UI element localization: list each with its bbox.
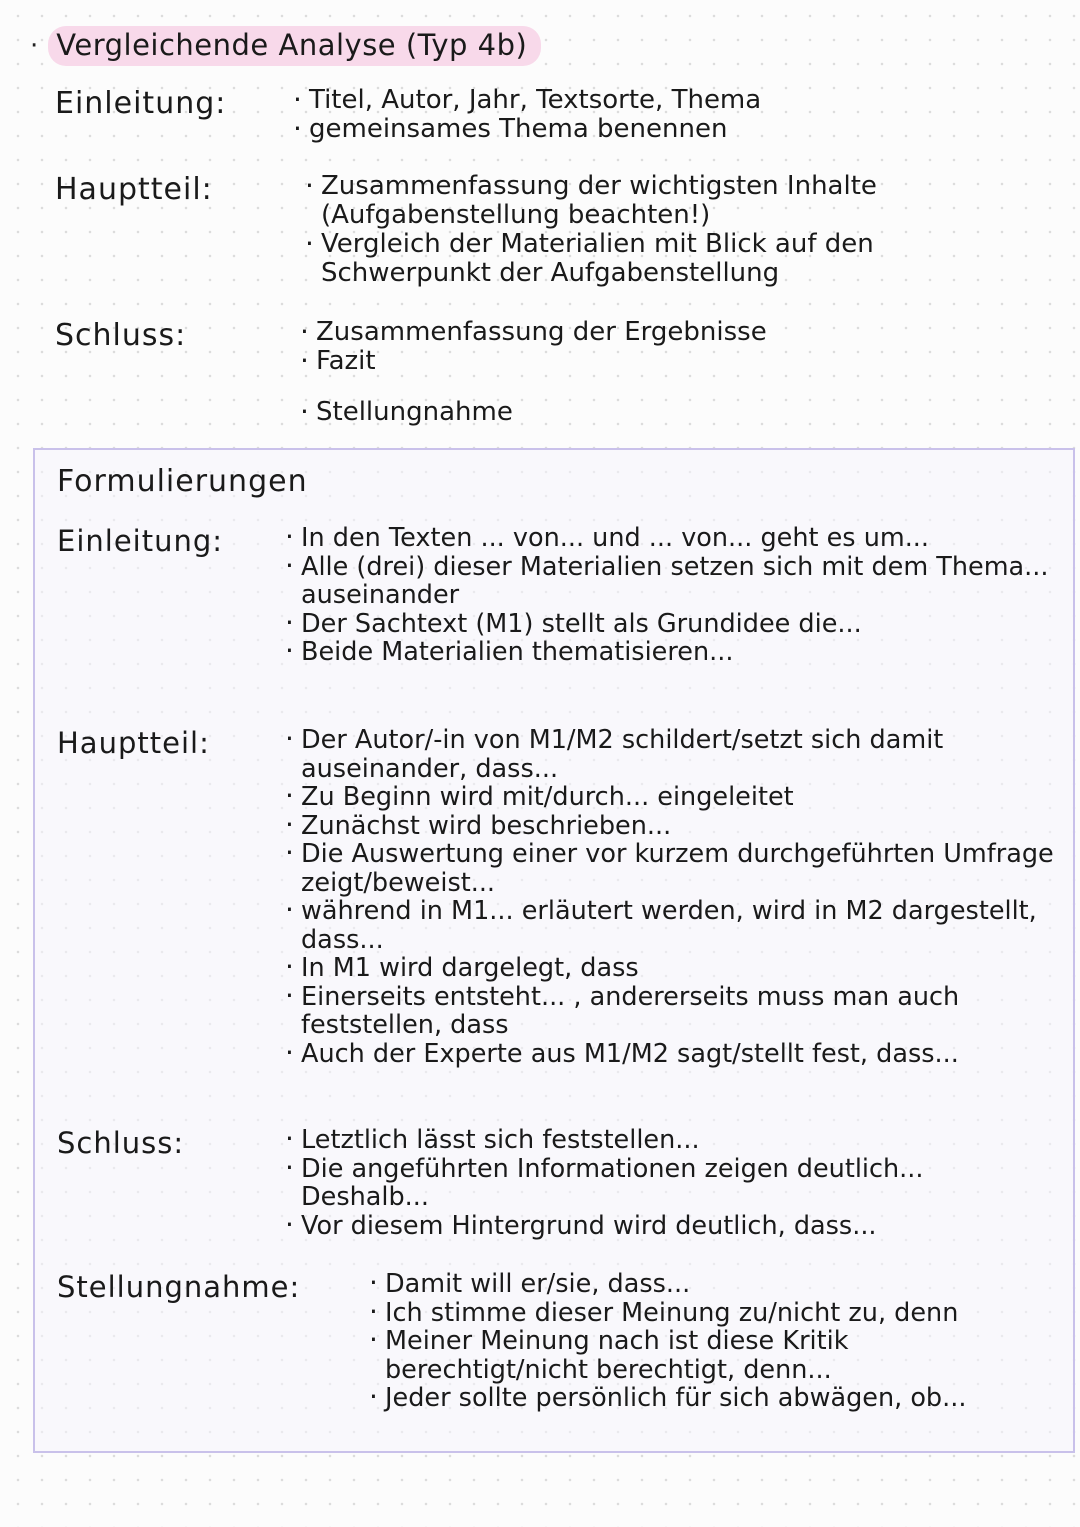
- formulierungen-hauptteil: [57, 726, 1065, 1068]
- formulierungen-stellungnahme: [57, 1270, 1065, 1413]
- list-item: · Der Autor/-in von M1/M2 schildert/setzt sich damit auseinander, dass...: [285, 726, 1055, 783]
- item-list: [305, 172, 1025, 288]
- list-item: · Die Auswertung einer vor kurzem durchgeführten Umfrage zeigt/beweist...: [285, 840, 1055, 897]
- list-item: · Zusammenfassung der wichtigsten Inhalte (Aufgabenstellung beachten!): [305, 172, 1025, 230]
- list-item: · Zunächst wird beschrieben...: [285, 812, 1055, 841]
- list-item: · Stellungnahme: [300, 398, 767, 427]
- list-item: · Vor diesem Hintergrund wird deutlich, dass...: [285, 1212, 1055, 1241]
- item-list: [285, 1126, 1055, 1240]
- box-title: Formulierungen: [57, 464, 308, 499]
- list-item: · Auch der Experte aus M1/M2 sagt/stellt fest, dass...: [285, 1040, 1055, 1069]
- structure-hauptteil: [55, 172, 1050, 288]
- list-item: · Letztlich lässt sich feststellen...: [285, 1126, 1055, 1155]
- title-row: [30, 26, 541, 66]
- item-list: [285, 726, 1055, 1068]
- list-item: · Titel, Autor, Jahr, Textsorte, Thema: [293, 86, 761, 115]
- section-label: Hauptteil:: [55, 172, 213, 207]
- list-item: · In M1 wird dargelegt, dass: [285, 954, 1055, 983]
- list-item: · In den Texten ... von... und ... von... geht es um...: [285, 524, 1055, 553]
- structure-einleitung: [55, 86, 1050, 144]
- item-list: [300, 318, 767, 427]
- list-item: · Jeder sollte persönlich für sich abwägen, ob...: [369, 1384, 1059, 1413]
- section-label: Schluss:: [57, 1126, 185, 1160]
- list-item: · Der Sachtext (M1) stellt als Grundidee die...: [285, 610, 1055, 639]
- formulierungen-box: [33, 448, 1075, 1453]
- list-item: · Alle (drei) dieser Materialien setzen sich mit dem Thema... auseinander: [285, 553, 1055, 610]
- list-item: · Ich stimme dieser Meinung zu/nicht zu, denn: [369, 1299, 1059, 1328]
- list-item: · Zusammenfassung der Ergebnisse: [300, 318, 767, 347]
- structure-schluss: [55, 318, 1050, 427]
- section-label: Einleitung:: [55, 86, 227, 121]
- list-item: · während in M1... erläutert werden, wird in M2 dargestellt, dass...: [285, 897, 1055, 954]
- section-label: Schluss:: [55, 318, 187, 353]
- formulierungen-schluss: [57, 1126, 1065, 1240]
- item-list: [293, 86, 761, 144]
- section-label: Hauptteil:: [57, 726, 210, 760]
- list-item: · Damit will er/sie, dass...: [369, 1270, 1059, 1299]
- section-label: Einleitung:: [57, 524, 224, 558]
- item-list: [285, 524, 1055, 667]
- list-item: · gemeinsames Thema benennen: [293, 115, 761, 144]
- list-item: · Die angeführten Informationen zeigen deutlich... Deshalb...: [285, 1155, 1055, 1212]
- item-list: [369, 1270, 1059, 1413]
- list-item: · Zu Beginn wird mit/durch... eingeleitet: [285, 783, 1055, 812]
- list-item: · Vergleich der Materialien mit Blick auf den Schwerpunkt der Aufgabenstellung: [305, 230, 1025, 288]
- list-item: · Beide Materialien thematisieren...: [285, 638, 1055, 667]
- section-label: Stellungnahme:: [57, 1270, 301, 1304]
- formulierungen-einleitung: [57, 524, 1065, 667]
- list-item: · Fazit: [300, 347, 767, 376]
- list-item: · Meiner Meinung nach ist diese Kritik berechtigt/nicht berechtigt, denn...: [369, 1327, 1059, 1384]
- list-item: · Einerseits entsteht... , andererseits muss man auch feststellen, dass: [285, 983, 1055, 1040]
- page-title: Vergleichende Analyse (Typ 4b): [48, 26, 541, 66]
- bullet-icon: ·: [30, 31, 39, 61]
